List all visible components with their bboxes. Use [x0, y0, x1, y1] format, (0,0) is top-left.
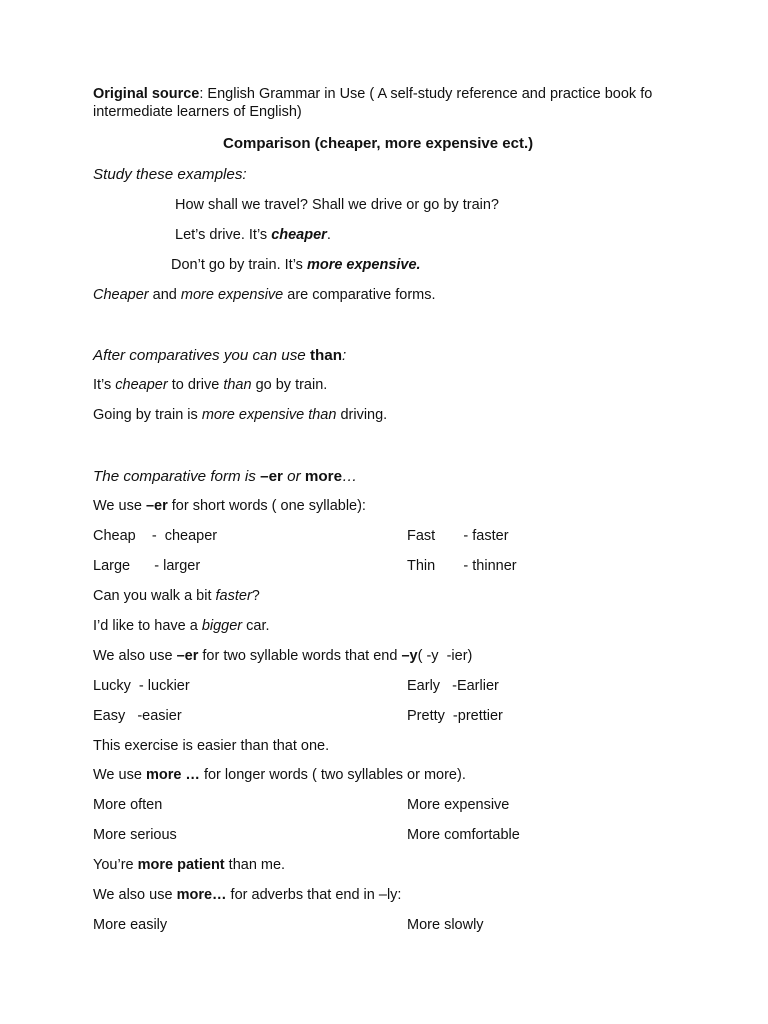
form-heading-er: –er	[260, 468, 283, 485]
short-rule-er: –er	[145, 498, 168, 514]
walk-c: ?	[251, 588, 260, 604]
pair-right: Thin - thinner	[407, 558, 517, 574]
pair-left: More serious	[93, 827, 177, 843]
source-line-2: intermediate learners of English)	[93, 104, 302, 120]
twosyl-e: ( -y -ier)	[417, 648, 473, 664]
note-rest: are comparative forms.	[283, 287, 436, 303]
more-rule-c: for longer words ( two syllables or more).	[199, 767, 466, 783]
pair-left: Large - larger	[93, 558, 201, 574]
patient-c: than me.	[224, 857, 286, 873]
pair-right: Pretty -prettier	[407, 708, 503, 724]
adverbs-rule	[93, 887, 401, 904]
example-travel: How shall we travel? Shall we drive or go by train?	[175, 197, 499, 213]
source-text: : English Grammar in Use ( A self-study reference and practice book fo	[199, 86, 653, 102]
than-s2-a: Going by train is	[93, 407, 202, 423]
than-s2-b: more expensive than	[201, 407, 337, 423]
exercise-sentence: This exercise is easier than that one.	[93, 738, 330, 754]
page-title: Comparison (cheaper, more expensive ect.)	[223, 135, 534, 152]
example-drive-end: .	[326, 227, 331, 243]
note-and: and	[148, 287, 181, 303]
than-heading-keyword: than	[309, 347, 343, 364]
ly-a: We also use	[93, 887, 177, 903]
source-label: Original source	[93, 86, 200, 102]
pair-left: More easily	[93, 917, 168, 933]
example-drive-emphasis: cheaper	[271, 227, 327, 243]
than-s1-b: cheaper	[115, 377, 168, 393]
than-sentence-1	[93, 377, 327, 394]
short-words-rule	[93, 498, 366, 515]
example-train	[171, 257, 421, 274]
walk-sentence	[93, 588, 260, 605]
twosyl-y: –y	[401, 648, 418, 664]
pair-right: More comfortable	[407, 827, 520, 843]
ly-c: for adverbs that end in –ly:	[226, 887, 402, 903]
than-sentence-2	[93, 407, 387, 424]
example-train-emphasis: more expensive.	[306, 257, 421, 273]
longer-words-rule	[93, 767, 466, 784]
more-rule-a: We use	[93, 767, 146, 783]
patient-sentence	[93, 857, 285, 874]
patient-a: You’re	[93, 857, 138, 873]
pair-left: Cheap - cheaper	[93, 528, 218, 544]
pair-right: More slowly	[407, 917, 484, 933]
note-cheaper: Cheaper	[93, 287, 149, 303]
than-s1-d: than	[223, 377, 252, 393]
walk-b: faster	[215, 588, 252, 604]
twosyl-c: for two syllable words that end	[198, 648, 402, 664]
pair-right: Early -Earlier	[407, 678, 499, 694]
pair-left: More often	[93, 797, 163, 813]
than-s1-e: go by train.	[251, 377, 328, 393]
form-heading-or: or	[282, 468, 305, 485]
comparative-note	[93, 287, 436, 304]
form-heading-ellipsis: …	[342, 468, 358, 485]
example-drive	[175, 227, 331, 244]
ly-more: more…	[176, 887, 227, 903]
than-s1-a: It’s	[93, 377, 116, 393]
twosyl-er: –er	[176, 648, 199, 664]
car-b: bigger	[201, 618, 243, 634]
study-heading: Study these examples:	[93, 166, 247, 183]
than-s1-c: to drive	[167, 377, 224, 393]
car-sentence	[93, 618, 270, 635]
pair-right: More expensive	[407, 797, 510, 813]
twosyl-a: We also use	[93, 648, 177, 664]
form-heading-more: more	[304, 468, 343, 485]
pair-left: Easy -easier	[93, 708, 182, 724]
than-s2-c: driving.	[336, 407, 388, 423]
walk-a: Can you walk a bit	[93, 588, 216, 604]
than-heading-text: After comparatives you can use	[93, 347, 310, 364]
form-heading	[93, 468, 357, 485]
car-a: I’d like to have a	[93, 618, 202, 634]
pair-right: Fast - faster	[407, 528, 509, 544]
more-rule-more: more …	[145, 767, 200, 783]
short-rule-c: for short words ( one syllable):	[167, 498, 366, 514]
than-heading-colon: :	[342, 347, 347, 364]
example-train-text: Don’t go by train. It’s	[171, 257, 307, 273]
source-line-1	[93, 86, 652, 103]
note-more-expensive: more expensive	[180, 287, 284, 303]
form-heading-text: The comparative form is	[93, 468, 261, 485]
example-drive-text: Let’s drive. It’s	[175, 227, 272, 243]
two-syllable-rule	[93, 648, 472, 665]
than-heading	[93, 347, 346, 364]
patient-b: more patient	[137, 857, 225, 873]
pair-left: Lucky - luckier	[93, 678, 190, 694]
short-rule-a: We use	[93, 498, 146, 514]
car-c: car.	[242, 618, 270, 634]
